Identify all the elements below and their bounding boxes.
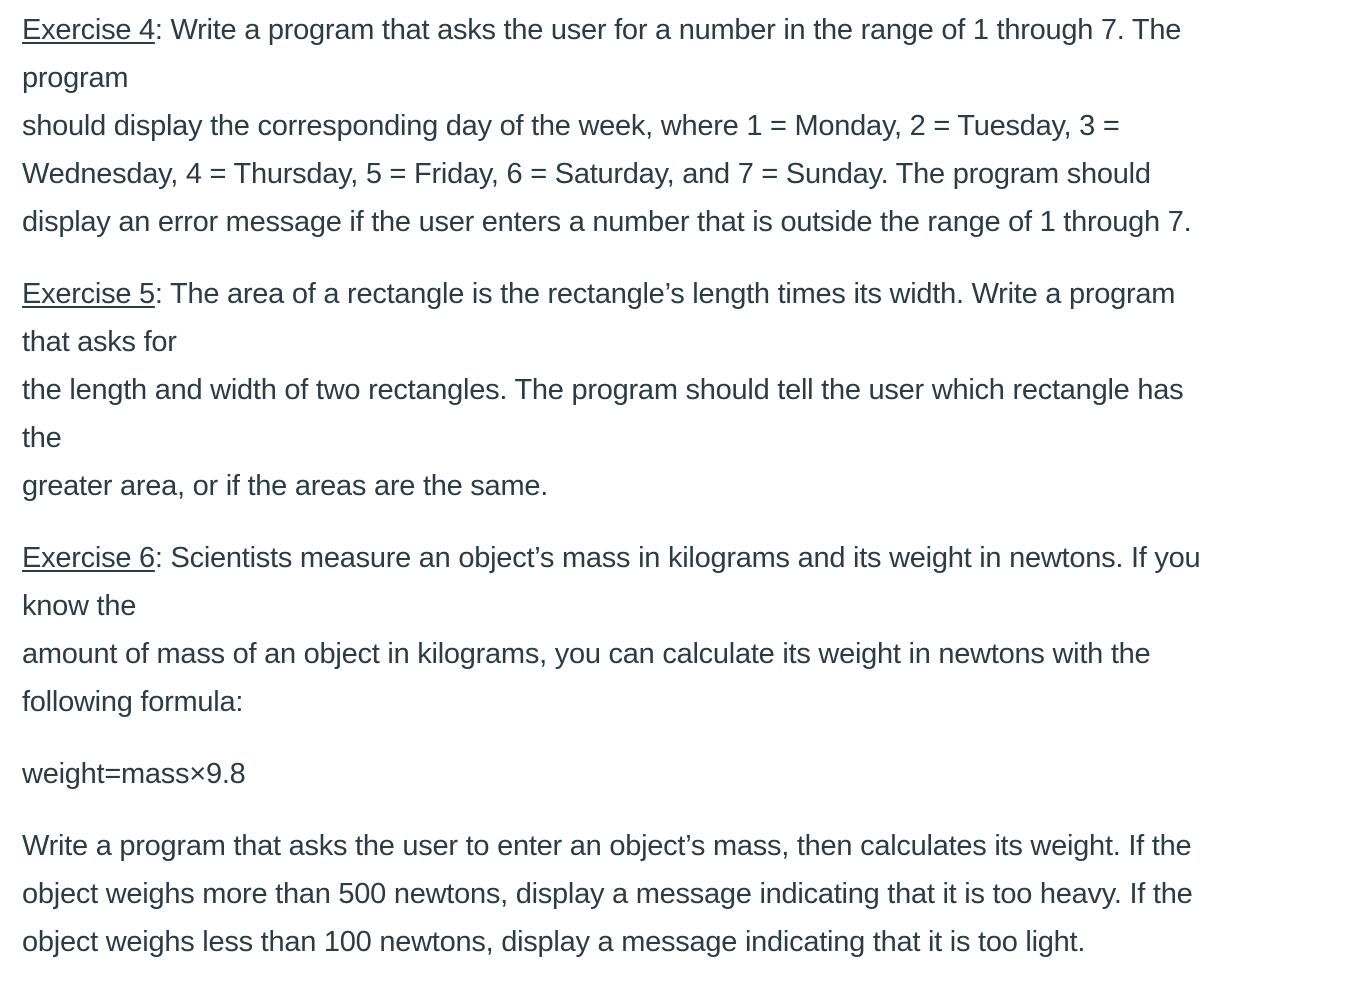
- paragraph-spacer: [22, 798, 1347, 822]
- exercise-5-line-4: the: [22, 422, 62, 454]
- exercise-6-instructions: [22, 822, 1347, 966]
- exercise-5-line-5: greater area, or if the areas are the same.: [22, 470, 549, 502]
- exercise-6-line-2: know the: [22, 590, 137, 622]
- exercise-4-line-2: program: [22, 62, 129, 94]
- exercise-6-instruction-line-3: object weighs less than 100 newtons, display a message indicating that it is too light.: [22, 926, 1086, 958]
- weight-formula: weight=mass×9.8: [22, 758, 246, 790]
- exercise-4-line-5: display an error message if the user enters a number that is outside the range of 1 through 7.: [22, 206, 1192, 238]
- exercise-4-link[interactable]: Exercise 4: [22, 14, 155, 46]
- exercise-page: [22, 6, 1347, 966]
- exercise-4-line-4: Wednesday, 4 = Thursday, 5 = Friday, 6 = Saturday, and 7 = Sunday. The program should: [22, 158, 1151, 190]
- exercise-5-line-2: that asks for: [22, 326, 177, 358]
- exercise-4-paragraph: [22, 6, 1347, 246]
- exercise-4-text-1: : Write a program that asks the user for a number in the range of 1 through 7. The: [154, 14, 1182, 46]
- exercise-5-text-1: : The area of a rectangle is the rectangle’s length times its width. Write a program: [154, 278, 1176, 310]
- exercise-6-line-4: following formula:: [22, 686, 244, 718]
- exercise-4-line-3: should display the corresponding day of the week, where 1 = Monday, 2 = Tuesday, 3 =: [22, 110, 1120, 142]
- exercise-6-link[interactable]: Exercise 6: [22, 542, 155, 574]
- exercise-5-paragraph: [22, 270, 1347, 510]
- exercise-5-line-1: [22, 270, 1347, 318]
- exercise-6-instruction-line-1: Write a program that asks the user to enter an object’s mass, then calculates its weight. If the: [22, 830, 1192, 862]
- exercise-6-line-3: amount of mass of an object in kilograms, you can calculate its weight in newtons with the: [22, 638, 1151, 670]
- exercise-5-link[interactable]: Exercise 5: [22, 278, 155, 310]
- exercise-5-line-3: the length and width of two rectangles. The program should tell the user which rectangle has: [22, 374, 1184, 406]
- exercise-6-text-1: : Scientists measure an object’s mass in kilograms and its weight in newtons. If you: [154, 542, 1201, 574]
- exercise-6-paragraph: [22, 534, 1347, 726]
- exercise-6-line-1: [22, 534, 1347, 582]
- exercise-6-instruction-line-2: object weighs more than 500 newtons, display a message indicating that it is too heavy. If the: [22, 878, 1193, 910]
- exercise-4-line-1: [22, 6, 1347, 54]
- paragraph-spacer: [22, 246, 1347, 270]
- paragraph-spacer: [22, 726, 1347, 750]
- paragraph-spacer: [22, 510, 1347, 534]
